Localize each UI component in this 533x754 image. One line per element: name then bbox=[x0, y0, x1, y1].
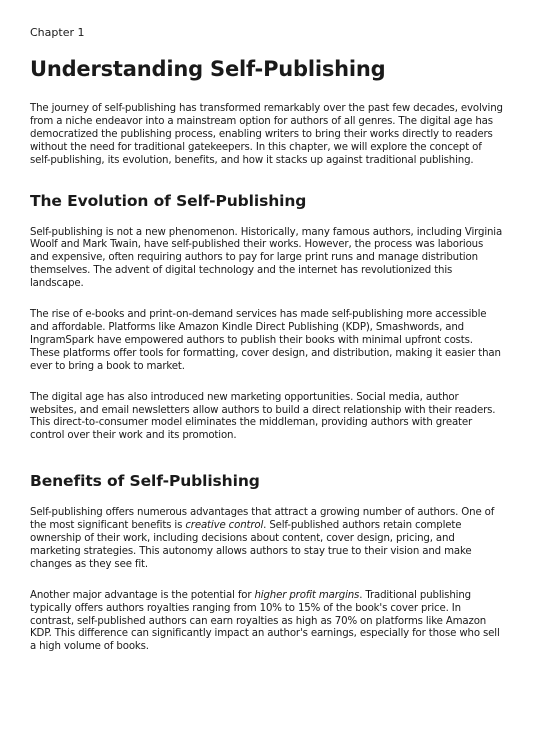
emphasis-creative-control: creative control bbox=[185, 520, 264, 532]
section-benefits bbox=[30, 470, 503, 654]
chapter-label: Chapter 1 bbox=[30, 26, 85, 39]
evolution-paragraph-1: Self-publishing is not a new phenomenon. Historically, many famous authors, including Virginia Woolf and Mark Twain, have self-published their works. However, the process was laborious and expensive, often requiring authors to pay for large print runs and manage distribution themselves. The advent of digital technology and the internet has revolutionized this landscape. bbox=[30, 226, 503, 290]
benefits-paragraph-2-text-start: Another major advantage is the potential for bbox=[30, 589, 255, 601]
benefits-paragraph-1 bbox=[30, 507, 503, 572]
benefits-paragraph-2 bbox=[30, 590, 503, 655]
chapter-title: Understanding Self-Publishing bbox=[30, 57, 386, 81]
intro-paragraph: The journey of self-publishing has transformed remarkably over the past few decades, evolving from a niche endeavor into a mainstream option for authors of all genres. The digital age has democratized the publishing process, enabling writers to bring their works directly to readers without the need for traditional gatekeepers. In this chapter, we will explore the concept of self-publishing, its evolution, benefits, and how it stacks up against traditional publishing. bbox=[30, 103, 503, 166]
benefits-paragraph-2-text-end: . Traditional publishing typically offers authors royalties ranging from 10% to 15% of the book's cover price. In contrast, self-published authors can earn royalties as high as 70% on platforms like Amazon KDP. This difference can significantly impact an author's earnings, especially for those who sell a high volume of books. bbox=[30, 589, 500, 653]
emphasis-higher-profit-margins: higher profit margins bbox=[254, 589, 360, 601]
evolution-paragraph-3: The digital age has also introduced new marketing opportunities. Social media, author websites, and email newsletters allow authors to build a direct relationship with their readers. This direct-to-consumer model eliminates the middleman, providing authors with greater control over their work and its promotion. bbox=[30, 391, 496, 442]
evolution-paragraph-2: The rise of e-books and print-on-demand services has made self-publishing more accessible and affordable. Platforms like Amazon Kindle Direct Publishing (KDP), Smashwords, and IngramSpark have empowered authors to publish their books with minimal upfront costs. These platforms offer tools for formatting, cover design, and distribution, making it easier than ever to bring a book to market. bbox=[30, 309, 501, 372]
section-heading-benefits: Benefits of Self-Publishing bbox=[30, 472, 260, 491]
section-evolution bbox=[30, 190, 503, 444]
section-heading-evolution: The Evolution of Self-Publishing bbox=[30, 191, 307, 210]
benefits-paragraph-1-text-end: . Self-published authors retain complete ownership of their work, including decisions about content, cover design, pricing, and marketing strategies. This autonomy allows authors to stay true to their vision and make changes as they see fit. bbox=[30, 520, 472, 570]
benefits-paragraph-1-text-start: Self-publishing offers numerous advantages that attract a growing number of authors. One of the most significant benefits is bbox=[30, 507, 495, 532]
